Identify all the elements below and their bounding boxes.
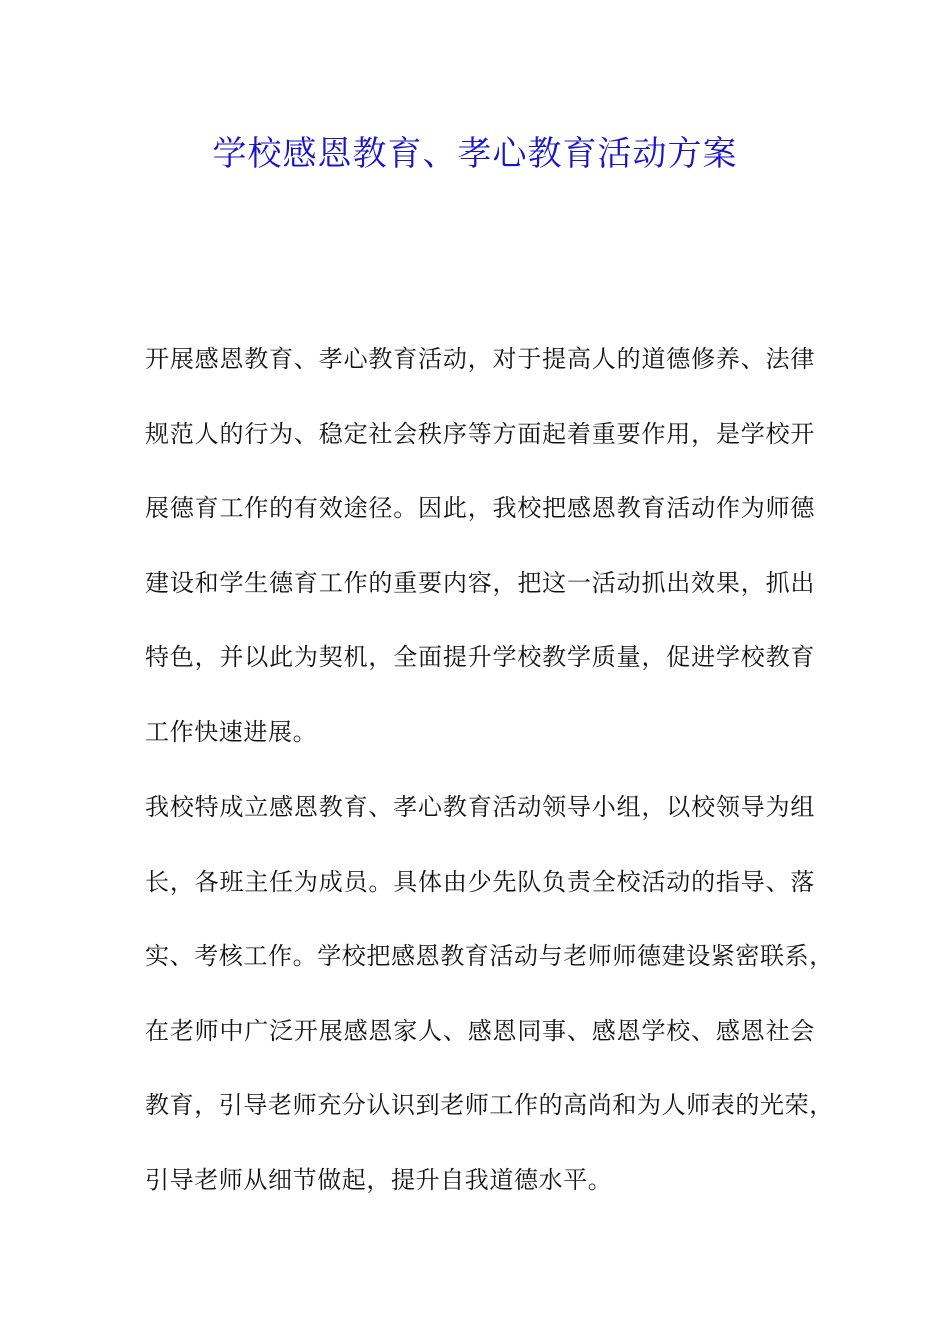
paragraph-line: 建设和学生德育工作的重要内容，把这一活动抓出效果，抓出 [145, 568, 815, 597]
paragraph-line: 规范人的行为、稳定社会秩序等方面起着重要作用，是学校开 [145, 419, 815, 448]
paragraph-line: 教育，引导老师充分认识到老师工作的高尚和为人师表的光荣， [145, 1091, 834, 1119]
paragraph-line: 展德育工作的有效途径。因此，我校把感恩教育活动作为师德 [145, 494, 815, 522]
paragraph-line: 工作快速进展。 [145, 717, 318, 746]
paragraph-line: 实、考核工作。学校把感恩教育活动与老师师德建设紧密联系， [145, 942, 834, 970]
paragraph-line: 长，各班主任为成员。具体由少先队负责全校活动的指导、落 [145, 867, 815, 896]
paragraph-line: 我校特成立感恩教育、孝心教育活动领导小组，以校领导为组 [145, 793, 815, 821]
paragraph-intro [145, 322, 815, 769]
paragraph-line: 特色，并以此为契机，全面提升学校教学质量，促进学校教育 [145, 643, 815, 671]
paragraph-line: 在老师中广泛开展感恩家人、感恩同事、感恩学校、感恩社会 [145, 1016, 815, 1045]
paragraph-organization [145, 770, 834, 1217]
paragraph-line: 引导老师从细节做起，提升自我道德水平。 [145, 1165, 613, 1194]
document-title: 学校感恩教育、孝心教育活动方案 [212, 134, 738, 174]
paragraph-line: 开展感恩教育、孝心教育活动，对于提高人的道德修养、法律 [145, 345, 815, 373]
